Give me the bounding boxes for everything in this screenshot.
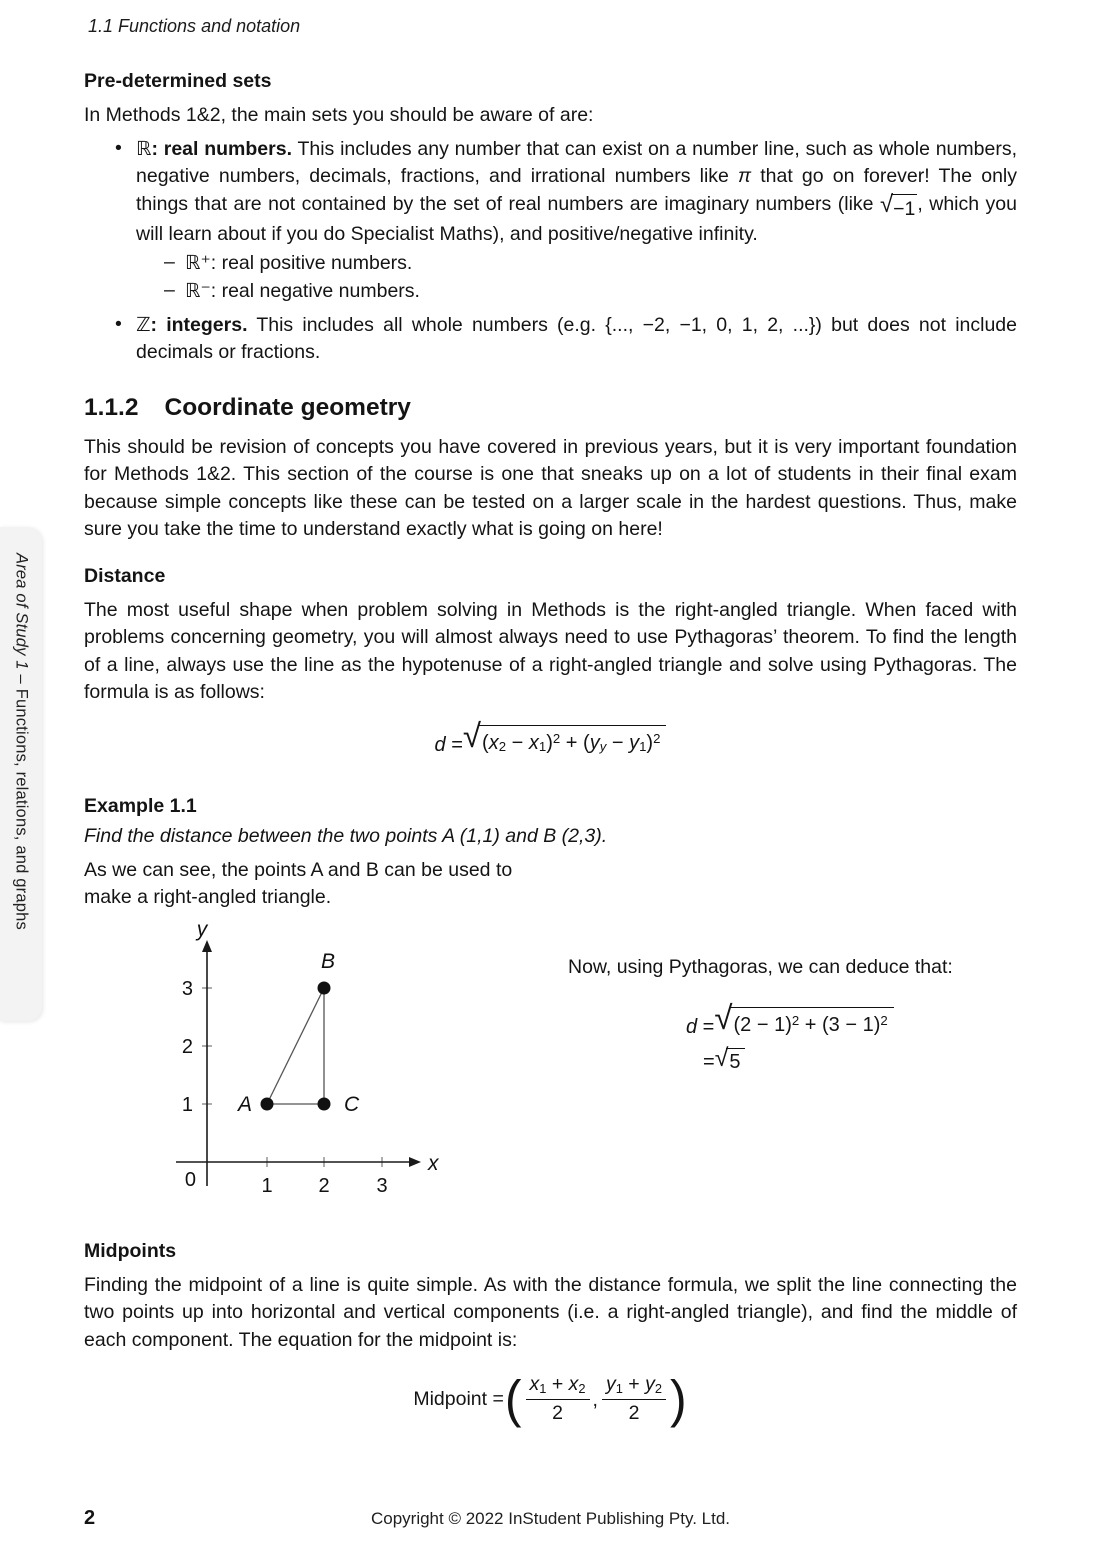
main-content [84,70,1017,1429]
y-fraction [602,1374,666,1424]
deduction-equation-1 [686,998,1017,1039]
coordinate-geometry-intro: This should be revision of concepts you have covered in previous years, but it is very important foundation for Methods 1&2. This section of the course is one that sneaks up on a lot of students in their final exam because simple concepts like these can be tested on a larger scale in the hardest questions. Thus, make sure you take the time to understand exactly what is going on here! [84,435,1017,540]
list-item-real-negative [84,277,1017,306]
real-numbers-description: This includes any number that can exist on a number line, such as whole numbers, negative numbers, decimals, fractions, and irrational numbers like π that go on forever! The only things that are not contained by the set of real numbers are imaginary numbers (like √ −1 , which you will learn about if you do Specialist Maths), and positive/negative infinity. [136,137,1017,245]
real-negative-description: : real negative numbers. [210,280,420,302]
point-b-label: B [320,949,336,973]
dash-icon: – [164,250,175,273]
y-fraction-numerator: $y_1 + y_2$ [602,1374,666,1399]
y-tick-label-2: 2 [181,1035,193,1058]
distance-formula-radicand: $(x_2 - x_1)^2 + (y_y - y_1)^2$ [478,725,666,755]
radical [462,716,667,755]
integers-term: : integers. [150,313,248,336]
equation-2-lhs: = [703,1050,715,1073]
running-header: 1.1 Functions and notation [88,16,301,36]
page-footer [84,1507,1017,1530]
coordinate-graph [162,924,472,1216]
x-fraction-numerator: $x_1 + x_2$ [526,1374,590,1399]
hypotenuse-ab [267,988,324,1104]
example-problem-statement: Find the distance between the two points A (1,1) and B (2,3). [84,824,608,847]
real-numbers-text [136,135,1017,249]
x-fraction-denominator: 2 [552,1401,563,1424]
list-item-real-positive [84,249,1017,278]
y-tick-label-1: 1 [181,1093,193,1116]
point-c-label: C [344,1092,360,1116]
example-explanation-line-1: As we can see, the points A and B can be used to [84,858,513,881]
example-explanation-line-2: make a right-angled triangle. [84,886,332,908]
midpoint-formula [84,1369,1017,1429]
radical-sign-icon: √ [462,716,482,754]
real-set-symbol: ℝ [136,136,152,160]
real-numbers-term: : real numbers. [151,137,292,160]
page-number: 2 [84,1507,96,1529]
sidebar-tab [0,527,42,1021]
real-positive-description: : real positive numbers. [210,251,413,274]
point-a-label: A [237,1092,252,1116]
pythagoras-deduction [568,956,1017,1074]
real-positive-symbol: ℝ⁺ [185,250,211,274]
y-fraction-denominator: 2 [628,1401,640,1424]
sidebar-area-of-study: Area of Study 1 [12,553,31,670]
deduction-equation-2 [703,1043,1017,1074]
copyright-notice: Copyright © 2022 InStudent Publishing Pty. Ltd. [370,1509,731,1528]
radical-sign-icon: √ [714,998,733,1036]
close-paren: ) [670,1369,687,1429]
equation-2-radicand: 5 [726,1048,744,1074]
distance-paragraph: The most useful shape when problem solving in Methods is the right-angled triangle. When faced with problems concerning geometry, you will almost always need to use Pythagoras’ theorem. To find the length of a line, always use the line as the hypotenuse of a right-angled triangle and solve using Pythagoras. The formula is as follows: [84,598,1017,703]
radical [714,1043,745,1074]
integers-set-symbol: ℤ [136,312,151,336]
deduction-intro: Now, using Pythagoras, we can deduce that: [568,955,953,978]
y-axis-label: y [196,923,208,941]
equation-1-lhs: d = [686,1015,715,1038]
y-tick-label-3: 3 [181,977,193,1000]
x-tick-label-3: 3 [376,1174,388,1197]
heading-distance: Distance [84,564,166,587]
sidebar-topic: – Functions, relations, and graphs [12,669,31,930]
section-number: 1.1.2 [84,393,139,421]
x-axis-label: x [428,1151,439,1175]
real-negative-symbol: ℝ⁻ [185,279,211,302]
x-fraction [526,1374,590,1424]
point-c-dot [318,1097,331,1110]
point-b-dot [318,981,331,994]
example-figure-row [84,924,1017,1226]
sidebar-tab-label [12,553,31,930]
radical [714,998,893,1037]
bullet-icon: • [115,312,122,335]
distance-formula [84,716,1017,757]
bullet-icon: • [115,136,122,159]
dash-icon: – [164,279,175,301]
x-axis-arrow-icon [409,1157,421,1167]
heading-midpoints: Midpoints [84,1239,177,1262]
origin-label: 0 [184,1168,196,1191]
radical-sign-icon: √ [714,1043,729,1072]
real-positive-text [185,249,412,278]
list-item-real-numbers [84,135,1017,249]
sets-intro-paragraph: In Methods 1&2, the main sets you should be aware of are: [84,104,594,126]
real-negative-text [185,277,420,306]
y-axis-arrow-icon [202,940,212,952]
point-a-dot [261,1097,274,1110]
comma-separator: , [592,1389,598,1411]
section-title: Coordinate geometry [164,393,411,421]
midpoints-paragraph: Finding the midpoint of a line is quite simple. As with the distance formula, we split the line connecting the two points up into horizontal and vertical components (i.e. a right-angled triangle), and find the middle of each component. The equation for the midpoint is: [84,1273,1017,1351]
x-tick-label-2: 2 [318,1174,330,1197]
x-tick-label-1: 1 [261,1174,273,1197]
open-paren: ( [504,1369,522,1429]
integers-text [136,311,1017,367]
distance-formula-lhs: d = [434,733,463,756]
equation-1-radicand: $(2 - 1)^2 + (3 - 1)^2$ [730,1007,894,1037]
list-item-integers [84,311,1017,367]
section-heading-coordinate-geometry [84,394,1017,422]
heading-example-1-1: Example 1.1 [84,794,197,817]
midpoint-label: Midpoint = [413,1387,504,1410]
integers-description: This includes all whole numbers (e.g. {..., −2, −1, 0, 1, 2, ...}) but does not include decimals or fractions. [136,313,1017,363]
heading-predetermined-sets: Pre-determined sets [84,70,272,92]
